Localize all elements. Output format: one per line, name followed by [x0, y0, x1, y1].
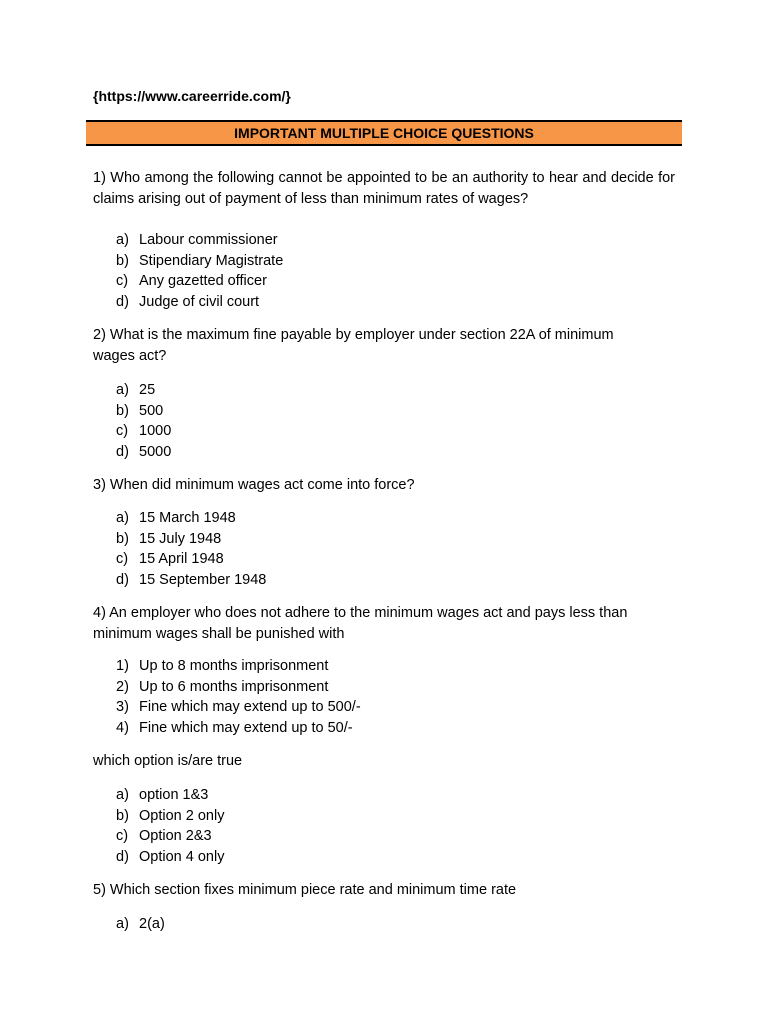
option-item [116, 380, 171, 401]
question-3-text: 3) When did minimum wages act come into force? [93, 477, 415, 493]
option-item [116, 421, 171, 442]
option-text: 2(a) [139, 916, 165, 932]
question-2-text: 2) What is the maximum fine payable by employer under section 22A of minimum wages act? [93, 327, 614, 364]
option-marker: b) [116, 252, 129, 269]
question-4-statements [116, 656, 361, 739]
option-marker: a) [116, 787, 129, 803]
statement-marker: 2) [116, 678, 129, 695]
option-marker: c) [116, 828, 129, 845]
option-text: Labour commissioner [139, 232, 278, 248]
option-text: 15 April 1948 [139, 551, 224, 568]
question-1-text: 1) Who among the following cannot be appointed to be an authority to hear and decide for claims arising out of payment of less than minimum rates of wages? [93, 170, 675, 207]
option-text: 500 [139, 402, 164, 419]
option-marker: d) [116, 849, 129, 866]
option-text: 15 March 1948 [139, 510, 236, 526]
option-marker: d) [116, 572, 129, 589]
option-text: Judge of civil court [139, 294, 260, 311]
option-marker: d) [116, 444, 129, 461]
option-marker: b) [116, 402, 129, 419]
option-item [116, 508, 266, 529]
statement-marker: 4) [116, 720, 129, 737]
option-item [116, 230, 283, 251]
option-text: Option 4 only [139, 849, 225, 866]
option-item [116, 570, 266, 591]
option-marker: c) [116, 273, 129, 290]
option-item [116, 806, 224, 827]
question-1-options [116, 230, 283, 313]
option-marker: a) [116, 382, 129, 398]
question-2-options [116, 380, 171, 463]
option-text: 25 [139, 382, 156, 398]
option-marker: c) [116, 551, 129, 568]
statement-item [116, 718, 361, 739]
statement-text: Up to 8 months imprisonment [139, 658, 329, 674]
option-text: 1000 [139, 423, 172, 440]
statement-text: Fine which may extend up to 50/- [139, 720, 353, 737]
option-text: Option 2 only [139, 807, 225, 824]
option-item [116, 847, 224, 868]
question-5-options [116, 914, 165, 935]
option-item [116, 442, 171, 463]
question-4-options [116, 785, 224, 868]
option-text: Any gazetted officer [139, 273, 267, 290]
option-marker: a) [116, 510, 129, 526]
section-banner [86, 120, 682, 146]
option-item [116, 826, 224, 847]
option-item [116, 529, 266, 550]
option-marker: d) [116, 294, 129, 311]
option-item [116, 914, 165, 935]
banner-title: IMPORTANT MULTIPLE CHOICE QUESTIONS [234, 125, 534, 141]
statement-marker: 3) [116, 699, 129, 716]
option-marker: c) [116, 423, 129, 440]
statement-item [116, 656, 361, 677]
option-item [116, 401, 171, 422]
option-marker: a) [116, 916, 129, 932]
option-marker: b) [116, 530, 129, 547]
option-item [116, 785, 224, 806]
statement-text: Fine which may extend up to 500/- [139, 699, 361, 716]
statement-text: Up to 6 months imprisonment [139, 678, 329, 695]
option-marker: a) [116, 232, 129, 248]
option-text: option 1&3 [139, 787, 209, 803]
source-url: {https://www.careerride.com/} [93, 88, 291, 104]
option-item [116, 251, 283, 272]
question-4-text: 4) An employer who does not adhere to the minimum wages act and pays less than minimum wages shall be punished with [93, 605, 628, 642]
question-3-options [116, 508, 266, 591]
option-text: Option 2&3 [139, 828, 212, 845]
option-item [116, 271, 283, 292]
question-4-prompt: which option is/are true [93, 753, 243, 769]
statement-marker: 1) [116, 658, 129, 674]
option-text: 15 July 1948 [139, 530, 222, 547]
statement-item [116, 697, 361, 718]
option-text: 5000 [139, 444, 172, 461]
option-item [116, 292, 283, 313]
option-text: Stipendiary Magistrate [139, 252, 284, 269]
option-text: 15 September 1948 [139, 572, 267, 589]
statement-item [116, 677, 361, 698]
option-item [116, 549, 266, 570]
question-5-text: 5) Which section fixes minimum piece rate and minimum time rate [93, 882, 517, 898]
option-marker: b) [116, 807, 129, 824]
